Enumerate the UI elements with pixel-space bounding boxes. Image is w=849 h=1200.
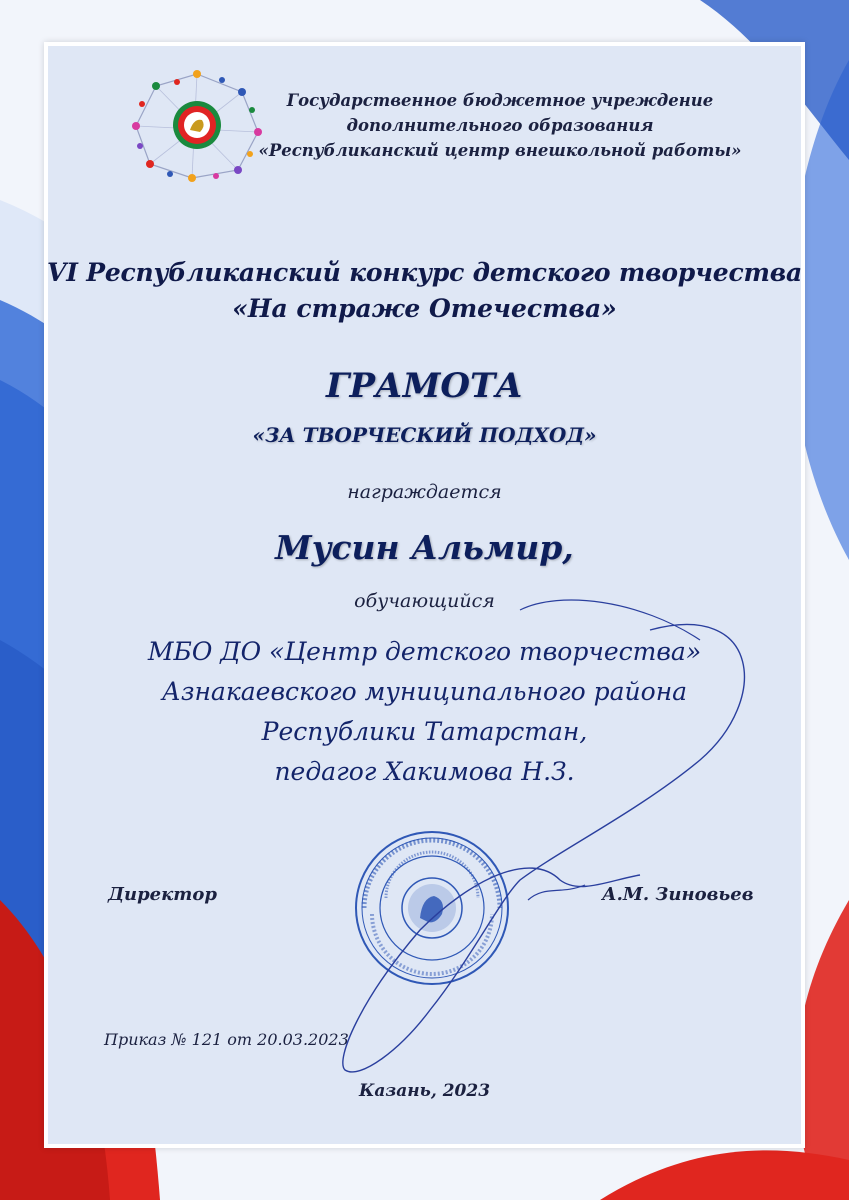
institution-line-1: МБО ДО «Центр детского творчества» [147,637,702,666]
institution-line-3: Республики Татарстан, [261,717,588,746]
organization-line-2: дополнительного образования [346,116,654,135]
certificate-title: ГРАМОТА [326,366,523,406]
institution-line-2: Азнакаевского муниципального района [161,677,688,706]
contest-title: VI Республиканский конкурс детского творчества [47,258,802,287]
institution-block [0,632,849,792]
recipient-role: обучающийся [354,590,495,612]
institution-line-4: педагог Хакимова Н.З. [274,757,575,786]
organization-header [240,88,760,163]
order-number: Приказ № 121 от 20.03.2023 [104,1030,349,1049]
certificate-nomination: «ЗА ТВОРЧЕСКИЙ ПОДХОД» [252,423,597,447]
awarded-label: награждается [347,481,502,503]
signature-position: Директор [108,884,217,905]
signature-name: А.М. Зиновьев [602,884,754,905]
contest-subtitle: «На страже Отечества» [232,294,617,323]
recipient-name: Мусин Альмир, [275,528,574,567]
official-seal-icon [352,828,512,988]
organization-line-3: «Республиканский центр внешкольной работы» [258,141,742,160]
organization-line-1: Государственное бюджетное учреждение [286,91,714,110]
place-year: Казань, 2023 [358,1081,491,1101]
